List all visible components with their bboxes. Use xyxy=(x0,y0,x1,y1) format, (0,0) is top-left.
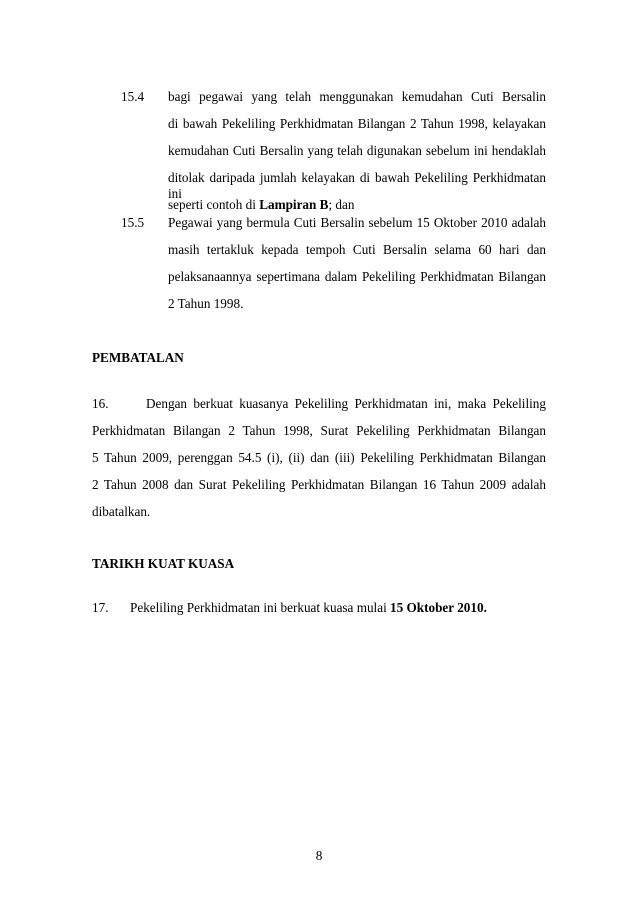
item-15-4-line-4: ditolak daripada jumlah kelayakan di bawah Pekeliling Perkhidmatan ini xyxy=(168,170,546,201)
item-15-5-line-4: 2 Tahun 1998. xyxy=(168,296,244,311)
para-number-16: 16. xyxy=(92,396,109,411)
item-number-15-4: 15.4 xyxy=(121,89,145,104)
section-heading-pembatalan: PEMBATALAN xyxy=(92,350,184,365)
page-number: 8 xyxy=(315,848,323,863)
item-15-4-line-5-suffix: ; dan xyxy=(328,197,355,212)
para-16-line-4: 2 Tahun 2008 dan Surat Pekeliling Perkhidmatan Bilangan 16 Tahun 2009 adalah xyxy=(92,477,546,492)
item-15-4-line-5 xyxy=(168,197,354,213)
item-15-5-line-3: pelaksanaannya sepertimana dalam Pekeliling Perkhidmatan Bilangan xyxy=(168,269,546,284)
item-15-4-line-1: bagi pegawai yang telah menggunakan kemudahan Cuti Bersalin xyxy=(168,89,546,104)
lampiran-reference: Lampiran B xyxy=(259,197,329,212)
item-15-4-line-3: kemudahan Cuti Bersalin yang telah digunakan sebelum ini hendaklah xyxy=(168,143,546,158)
para-17-text xyxy=(130,600,487,616)
item-15-4-line-5-prefix: seperti contoh di xyxy=(168,197,260,212)
para-16-line-5: dibatalkan. xyxy=(92,504,151,519)
effective-date: 15 Oktober 2010. xyxy=(390,600,487,615)
item-15-4-line-2: di bawah Pekeliling Perkhidmatan Bilangan 2 Tahun 1998, kelayakan xyxy=(168,116,546,131)
para-16-line-1: Dengan berkuat kuasanya Pekeliling Perkhidmatan ini, maka Pekeliling xyxy=(146,396,546,411)
item-15-5-line-2: masih tertakluk kepada tempoh Cuti Bersalin selama 60 hari dan xyxy=(168,242,546,257)
item-number-15-5: 15.5 xyxy=(121,215,145,230)
para-16-line-3: 5 Tahun 2009, perenggan 54.5 (i), (ii) dan (iii) Pekeliling Perkhidmatan Bilangan xyxy=(92,450,546,465)
item-15-5-line-1: Pegawai yang bermula Cuti Bersalin sebelum 15 Oktober 2010 adalah xyxy=(168,215,546,230)
section-heading-tarikh-kuat-kuasa: TARIKH KUAT KUASA xyxy=(92,556,235,571)
para-17-text-prefix: Pekeliling Perkhidmatan ini berkuat kuasa mulai xyxy=(130,600,391,615)
para-16-line-2: Perkhidmatan Bilangan 2 Tahun 1998, Surat Pekeliling Perkhidmatan Bilangan xyxy=(92,423,546,438)
para-number-17: 17. xyxy=(92,600,109,615)
